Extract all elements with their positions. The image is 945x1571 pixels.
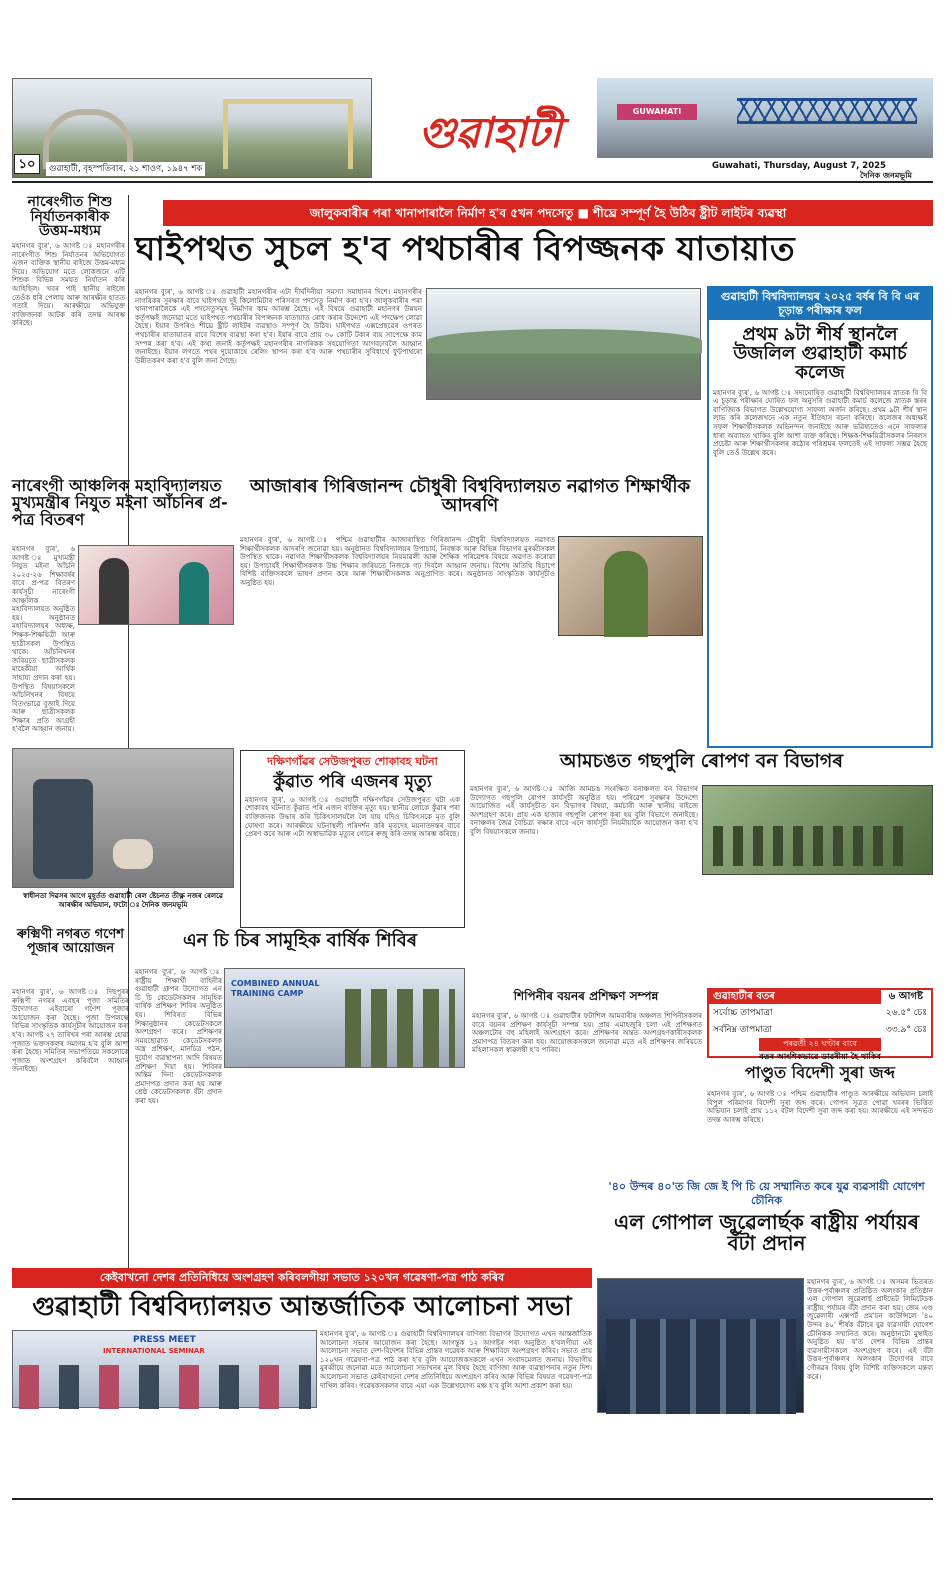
person-figure-1 <box>99 558 129 624</box>
tree-body-cont <box>702 878 933 988</box>
date-right: Guwahati, Thursday, August 7, 2025 <box>712 161 886 171</box>
weather-date: ৬ আগষ্ট <box>881 990 931 1004</box>
weather-box <box>707 988 933 1061</box>
story1-headline: নাৰেংগীত শিশু নিৰ্যাতনকাৰীক উত্তম-মধ্যম <box>27 194 113 240</box>
uni-result-kicker: গুৱাহাটী বিশ্ববিদ্যালয়ৰ ২০২৫ বৰ্ষৰ বি বি এৰ চূড়ান্ত পৰীক্ষাৰ ফল <box>709 288 931 320</box>
story2-photo <box>78 545 234 625</box>
officer-figures <box>33 779 93 879</box>
weather-max-label: সৰ্বোচ্চ তাপমাত্ৰা <box>713 1008 773 1018</box>
uni-result-body: মহানগৰ ব্যুৰ', ৬ আগষ্ট ঃ সদ্যঘোষিত গুৱাহাটী বিশ্ববিদ্যালয়ৰ স্নাতক বি বি এ চূড়ান্ত পৰীক্ষাৰ ঘোষিত ফল অনুসৰি গুৱাহাটী কমাৰ্চ কলেজে স্নাতক স্তৰৰ বাণিজ্যিক বিভাগত উল্লেখযোগ্য সাফল্য অৰ্জন কৰিছে। প্ৰথম ৯টা শীৰ্ষ স্থান লাভ কৰি কলেজখনে এক নতুন ইতিহাস ৰচনা কৰিছে। কলেজৰ অধ্যক্ষই সফল শিক্ষাৰ্থীসকলক অভিনন্দন জনাইছে আৰু ভৱিষ্যতেও এনে সাফল্যৰ ধাৰা অব্যাহত থাকিব বুলি আশা ব্যক্ত কৰিছে। শিক্ষক-শিক্ষয়িত্ৰীসকলৰ নিৰলস প্ৰচেষ্টা আৰু শিক্ষাৰ্থীসকলৰ কঠোৰ পৰিশ্ৰমৰ ফলতেই এই সাফল্য সম্ভৱ হৈছে বুলি তেওঁ উল্লেখ কৰে। <box>713 388 927 457</box>
seminar-photo <box>12 1330 317 1408</box>
gate-pillars <box>223 99 353 169</box>
weather-header-row <box>709 990 931 1004</box>
seminar-photo-label: PRESS MEET <box>133 1335 196 1345</box>
uni-result-headline: প্ৰথম ৯টা শীৰ্ষ স্থানলৈ উজলিল গুৱাহাটী কমাৰ্চ কলেজ <box>733 324 907 383</box>
story2-body-cont <box>12 628 234 738</box>
weather-max-row <box>709 1004 931 1021</box>
weather-min-row <box>709 1021 931 1038</box>
ncc-headline: এন চি চিৰ সামূহিক বাৰ্ষিক শিবিৰ <box>183 930 417 951</box>
award-headline: এল গোপাল জুৱেলাৰ্ছক ৰাষ্ট্ৰীয় পৰ্যায়ৰ বঁটা প্ৰদান <box>614 1210 919 1255</box>
award-stage-figures <box>606 1319 796 1414</box>
sad-news-box <box>240 750 465 928</box>
univ-photo <box>558 536 703 636</box>
univ-body-cont <box>558 640 703 746</box>
tree-photo <box>702 785 933 875</box>
masthead-title: গুৱাহাটী <box>418 108 562 157</box>
hills-shape <box>427 329 702 353</box>
weather-forecast: বতৰ আংশিকভাৱে ডাৱৰীয়া হৈ থাকিব <box>759 1052 881 1061</box>
tree-body: মহানগৰ ব্যুৰ', ৬ আগষ্ট ঃ আজি আমচঙ সংৰক্ষিত বনাঞ্চলত বন বিভাগৰ উদ্যোগত গছপুলি ৰোপণ কাৰ্যসূচী অনুষ্ঠিত হয়। পৰিৱেশ সুৰক্ষাৰ উদ্দেশ্যে আয়োজিত এই কাৰ্যসূচীত বন বিভাগৰ বিষয়া, কৰ্মচাৰী আৰু স্থানীয় ৰাইজে অংশগ্ৰহণ কৰে। প্ৰায় এক হাজাৰ গছপুলি ৰোপণ কৰা হয় বুলি বিভাগে জনাইছে। বনাঞ্চলৰ জৈৱ বৈচিত্ৰ্য ৰক্ষাৰ বাবে এনে কাৰ্যসূচী নিয়মীয়াকৈ আয়োজন কৰা হ'ব বুলি বিষয়াসকলে জনায়। <box>470 785 698 836</box>
sad-body: মহানগৰ ব্যুৰ', ৬ আগষ্ট ঃ গুৱাহাটী দক্ষিণগাঁৱৰ সেউজপুৰত ঘটা এক শোকাবহ ঘটনাত কুঁৱাত পৰি এজন ব্যক্তিৰ মৃত্যু হয়। স্থানীয় লোকে কুঁৱাৰ পৰা ব্যক্তিজনক উদ্ধাৰ কৰি চিকিৎসালয়লৈ লৈ যায় যদিও চিকিৎসকে মৃত বুলি ঘোষণা কৰে। আৰক্ষীয়ে ঘটনাস্থলী পৰিদৰ্শন কৰি মৃতদেহ ময়নাতদন্তৰ বাবে প্ৰেৰণ কৰে আৰু এটা অস্বাভাৱিক মৃত্যুৰ গোচৰ ৰুজু কৰি তদন্ত আৰম্ভ কৰিছে। <box>245 795 460 839</box>
tree-headline: আমচঙত গছপুলি ৰোপণ বন বিভাগৰ <box>559 750 844 772</box>
weather-next-label: পৰৱৰ্তী ২৪ ঘণ্টাৰ বাবে <box>759 1038 881 1051</box>
award-body: মহানগৰ ব্যুৰ', ৬ আগষ্ট ঃ অসমৰ ভিতৰত উত্তৰ-পূৰ্বাঞ্চলৰ প্ৰতিষ্ঠিত অলংকাৰ প্ৰতিষ্ঠান এল গোপাল জুৱেলাৰ্ছ প্ৰাইভেট লিমিটেডক ৰাষ্ট্ৰীয় পৰ্যায়ৰ বঁটা প্ৰদান কৰা হয়। জেম এণ্ড জুৱেলাৰী এক্সপৰ্ট প্ৰম'চন কাউন্সিলে '৪০ উন্দৰ ৪০' শীৰ্ষক বঁটাৰে যুৱ ব্যৱসায়ী যোগেশ চৌনিকক সম্মানিত কৰে। অনুষ্ঠানটো মুম্বাইত অনুষ্ঠিত হয় য'ত দেশৰ বিভিন্ন প্ৰান্তৰ ব্যৱসায়ীসকলে অংশগ্ৰহণ কৰে। এই বঁটা উত্তৰ-পূৰ্বাঞ্চলৰ অলংকাৰ উদ্যোগৰ বাবে গৌৰৱৰ বিষয় বুলি বিশিষ্ট ব্যক্তিসকলে মন্তব্য কৰে। <box>807 1278 933 1381</box>
cadet-figures <box>345 989 455 1067</box>
award-kicker: '৪০ উন্দৰ ৪০'ত জি জে ই পি চি য়ে সম্মানিত কৰে যুৱ ব্যৱসায়ী যোগেশ চৌনিক <box>608 1180 925 1207</box>
bottom-rule <box>12 1498 933 1500</box>
masthead-photo-right <box>597 78 933 158</box>
award-body-cont <box>597 1416 804 1493</box>
bridge-truss <box>737 98 917 124</box>
red-banner: জালুকবাৰীৰ পৰা খানাপাৰালৈ নিৰ্মাণ হ'ব ৫খন পদসেতু ■ শীঘ্ৰে সম্পূৰ্ণ হৈ উঠিব ষ্ট্ৰীট লাইটৰ ব্যৱস্থা <box>163 200 933 226</box>
seminar-banner: কেইবাখনো দেশৰ প্ৰতিনিধিয়ে অংশগ্ৰহণ কৰিবলগীয়া সভাত ১২০খন গৱেষণা-পত্ৰ পাঠ কৰিব <box>12 1268 592 1288</box>
univ-body: মহানগৰ ব্যুৰ', ৬ আগষ্ট ঃ পশ্চিম গুৱাহাটীৰ আজাৰাস্থিত গিৰিজানন্দ চৌধুৰী বিশ্ববিদ্যালয়ত নৱাগত শিক্ষাৰ্থীসকলক আদৰণি জনোৱা হয়। অনুষ্ঠানত বিশ্ববিদ্যালয়ৰ উপাচাৰ্য, নিবন্ধক আৰু বিভিন্ন বিভাগৰ মুৰব্বীসকল উপস্থিত থাকে। নৱাগত শিক্ষাৰ্থীসকলক বিশ্ববিদ্যালয়ৰ নিয়মাৱলী আৰু শৈক্ষিক পৰিৱেশৰ বিষয়ে অৱগত কৰোৱা হয়। উপাচাৰ্যই শিক্ষাৰ্থীসকলক উচ্চ শিক্ষাৰ জৰিয়তে নিজকে গঢ় দিবলৈ আহ্বান জনায়। বিশেষ অতিথি হিচাপে বিশিষ্ট ব্যক্তিসকলে ভাষণ প্ৰদান কৰে আৰু শিক্ষাৰ্থীসকলক অনুপ্ৰাণিত কৰে। অনুষ্ঠানত সাংস্কৃতিক কাৰ্যসূচীও অনুষ্ঠিত হয়। <box>240 536 555 587</box>
ncc-banner-text: COMBINED ANNUAL TRAINING CAMP <box>231 979 320 998</box>
student-figure <box>604 551 648 637</box>
story3-headline: ৰুক্মিণী নগৰত গণেশ পূজাৰ আয়োজন <box>17 927 124 956</box>
liquor-headline: পাণ্ডুত বিদেশী সুৰা জব্দ <box>745 1063 895 1082</box>
main-body-cont <box>426 404 701 466</box>
weather-min-value: ৩৩.৯° চেঃ <box>885 1025 927 1035</box>
weaving-body: মহানগৰ ব্যুৰ', ৬ আগষ্ট ঃ গুৱাহাটীৰ ফটাশিল আমবাৰীৰ অঞ্চলত শিপিনীসকলৰ বাবে বয়নৰ প্ৰশিক্ষণ কাৰ্যসূচী সম্পন্ন হয়। প্ৰায় এমাহজুৰি চলা এই প্ৰশিক্ষণত অঞ্চলটোৰ বহু মহিলাই অংশগ্ৰহণ কৰে। প্ৰশিক্ষণৰ অন্তত অংশগ্ৰহণকাৰীসকলক প্ৰমাণপত্ৰ বিতৰণ কৰা হয়। আয়োজকসকলে জনোৱা মতে এই প্ৰশিক্ষণৰ জৰিয়তে মহিলাসকল স্বাৱলম্বী হ'ব পাৰিব। <box>472 1012 702 1055</box>
seminar-headline: গুৱাহাটী বিশ্ববিদ্যালয়ত আন্তৰ্জাতিক আলোচনা সভা <box>32 1292 572 1322</box>
story3-body: মহানগৰ ব্যুৰ', ৬ আগষ্ট ঃ দিছপুৰৰ ৰুক্মিণী নগৰৰ এবছৰ পূজা সমিতিৰ উদ্যোগত এইবাৰো গণেশ পূজাৰ আয়োজন কৰা হৈছে। পূজা উপলক্ষে বিভিন্ন সাংস্কৃতিক কাৰ্যসূচীৰ আয়োজন কৰা হ'ব। আগষ্ট ২৭ তাৰিখৰ পৰা আৰম্ভ হোৱা পূজাত ভক্তসকলৰ সমাগম হ'ব বুলি আশা কৰা হৈছে। সমিতিৰ সভাপতিয়ে সকলোকে পূজাত অংশগ্ৰহণ কৰিবলৈ আহ্বান জনাইছে। <box>12 988 129 1074</box>
sad-headline: কুঁৱাত পৰি এজনৰ মৃত্যু <box>273 772 432 792</box>
forest-staff-group <box>713 826 913 866</box>
award-photo <box>597 1278 804 1413</box>
univ-headline: আজাৰাৰ গিৰিজানন্দ চৌধুৰী বিশ্ববিদ্যালয়ত নৱাগত শিক্ষাৰ্থীক আদৰণি <box>249 476 691 516</box>
main-body: মহানগৰ ব্যুৰ', ৬ আগষ্ট ঃ গুৱাহাটী মহানগৰীৰ এটা দীৰ্ঘদিনীয়া সমস্যা সমাধানৰ দিশে। মহানগৰীৰ নাগৰিকৰ সুৰক্ষাৰ বাবে ঘাইপথত দুই কিলোমিটাৰ পৰিসৰত পদসেতু নিৰ্মাণ কৰা হ'ব। জালুকবাৰীৰ পৰা খানাপাৰালৈকে এই পদসেতুসমূহ নিৰ্মাণৰ কাম আৰম্ভ হৈছে। এই বিষয়ে গুৱাহাটী মহানগৰ উন্নয়ন কৰ্তৃপক্ষই জনোৱা মতে ঘাইপথত পথচাৰীৰ বিপজ্জনক যাতায়াত ৰোধ কৰাৰ উদ্দেশ্যে এই পদক্ষেপ লোৱা হৈছে। ইয়াৰ উপৰিও শীঘ্ৰে ষ্ট্ৰীট লাইটৰ ব্যৱস্থাও সম্পূৰ্ণ হৈ উঠিব। ঘাইপথত এক্সপ্ৰেছৱেৰ ওপৰত পথচাৰীৰ যাতায়াতৰ বাবে বিশেষ ব্যৱস্থা কৰা হ'ব। ইয়াৰ বাবে প্ৰায় ৩০ কোটি টকাৰ ব্যয় সাপেক্ষে কাম সম্পন্ন কৰা হ'ব। এই কথা জনাই কৰ্তৃপক্ষই মহানগৰীৰ নাগৰিকক সহযোগিতা আগবঢ়াবলৈ আহ্বান জনাইছে। ইয়াৰ লগতে পথৰ দুয়োকাষে ৰেলিং স্থাপন কৰা হ'ব আৰু পথচাৰীৰ সুবিধাৰ্থে ফুটপাথৰো উন্নীতকৰণ কৰা হ'ব বুলি জনা গৈছে। <box>135 288 422 365</box>
weather-min-label: সৰ্বনিম্ন তাপমাত্ৰা <box>713 1025 773 1035</box>
sad-kicker: দক্ষিণগাঁৱৰ সেউজপুৰত শোকাবহ ঘটনা <box>267 755 438 768</box>
weaving-headline: শিপিনীৰ বয়নৰ প্ৰশিক্ষণ সম্পন্ন <box>513 989 659 1003</box>
main-road-photo <box>426 288 701 400</box>
main-headline: ঘাইপথত সুচল হ'ব পথচাৰীৰ বিপজ্জনক যাতায়াত <box>135 229 796 268</box>
liquor-body: মহানগৰ ব্যুৰ', ৬ আগষ্ট ঃ পশ্চিম গুৱাহাটীৰ পাণ্ডুত আৰক্ষীয়ে অভিযান চলাই বিপুল পৰিমাণৰ বিদেশী সুৰা জব্দ কৰে। গোপন সূত্ৰত পোৱা খবৰৰ ভিত্তিত অভিযান চলাই প্ৰায় ১১২ বটল বিদেশী সুৰা জব্দ কৰা হয়। আৰক্ষীয়ে এই সন্দৰ্ভত তদন্ত আৰম্ভ কৰিছে। <box>707 1090 933 1124</box>
person-figure-2 <box>179 562 209 624</box>
seminar-photo-label2: INTERNATIONAL SEMINAR <box>103 1347 205 1355</box>
seminar-body: মহানগৰ ব্যুৰ', ৬ আগষ্ট ঃ গুৱাহাটী বিশ্ববিদ্যালয়ৰ বাণিজ্য বিভাগৰ উদ্যোগত এখন আন্তৰ্জাতিক আলোচনা সভাৰ আয়োজন কৰা হৈছে। আগন্তুক ১২ আগষ্টৰ পৰা অনুষ্ঠিত হ'বলগীয়া এই আলোচনা সভাত দেশ-বিদেশৰ বিভিন্ন প্ৰান্তৰ গৱেষক আৰু শিক্ষাবিদে অংশগ্ৰহণ কৰিব। সভাত প্ৰায় ১২০খন গৱেষণা-পত্ৰ পাঠ কৰা হ'ব বুলি আয়োজকসকলে এখন সংবাদমেলত জনায়। বিভাগীয় মুৰব্বীয়ে জনোৱা মতে আলোচনা সভাখনৰ মূল বিষয় হৈছে বাণিজ্য আৰু ব্যৱস্থাপনাৰ নতুন দিশ। আলোচনা সভাত কেইবাখনো দেশৰ প্ৰতিনিধিয়ে অংশগ্ৰহণ কৰিব আৰু বিভিন্ন বিষয়ত গৱেষণা-পত্ৰ দাখিল কৰিব। গৱেষকসকলৰ বাবে এয়া এক উল্লেখযোগ্য মঞ্চ হ'ব বুলি আশা প্ৰকাশ কৰা হয়। <box>320 1330 592 1390</box>
ncc-body: মহানগৰ ব্যুৰ', ৬ আগষ্ট ঃ ৰাষ্ট্ৰীয় শিক্ষাৰ্থী বাহিনীৰ গুৱাহাটী গ্ৰুপৰ উদ্যোগত এন চি চি কেডেটসকলৰ সামূহিক বাৰ্ষিক প্ৰশিক্ষণ শিবিৰ অনুষ্ঠিত হয়। শিবিৰত বিভিন্ন শিক্ষানুষ্ঠানৰ কেডেটসকলে অংশগ্ৰহণ কৰে। প্ৰশিক্ষণৰ সময়ছোৱাত কেডেটসকলক অস্ত্ৰ প্ৰশিক্ষণ, মানচিত্ৰ পঠন, দুৰ্যোগ ব্যৱস্থাপনা আদি বিষয়ত প্ৰশিক্ষণ দিয়া হয়। শিবিৰৰ অন্তিম দিনা কেডেটসকলক প্ৰমাণপত্ৰ প্ৰদান কৰা হয় আৰু শ্ৰেষ্ঠ কেডেটসকলক বঁটা প্ৰদান কৰা হয়। <box>135 968 222 1105</box>
paper-name: দৈনিক জনমভূমি <box>860 171 912 180</box>
gate-arch <box>43 109 133 169</box>
page-number: ১০ <box>14 154 40 174</box>
sign-board: GUWAHATI <box>617 104 697 120</box>
story1-body: মহানগৰ ব্যুৰ', ৬ আগষ্ট ঃ মহানগৰীৰ নাৰেংগীত শিশু নিৰ্যাতনৰ অভিযোগত এজন ব্যক্তিক স্থানীয় ৰাইজে উত্তম-মধ্যম দিয়ে। অভিযোগ মতে লোকজনে এটি শিশুক বিভিন্ন সময়ত নিৰ্যাতন কৰি আহিছিল। খবৰ পাই স্থানীয় ৰাইজে তেওঁক ধৰি পেলায় আৰু আৰক্ষীৰ হাতত গতাই দিয়ে। আৰক্ষীয়ে অভিযুক্ত ব্যক্তিজনক আটক কৰি তদন্ত আৰম্ভ কৰিছে। <box>12 242 125 328</box>
story2-headline: নাৰেংগী আঞ্চলিক মহাবিদ্যালয়ত মুখ্যমন্ত্ৰীৰ নিযুত মইনা আঁচনিৰ প্ৰ-পত্ৰ বিতৰণ <box>12 476 228 529</box>
weather-max-value: ২৬.৫° চেঃ <box>885 1008 927 1018</box>
railway-police-photo <box>12 748 234 888</box>
seminar-body-cont <box>12 1412 317 1493</box>
ncc-photo <box>224 968 465 1068</box>
masthead <box>12 78 933 183</box>
ncc-body-cont <box>135 1072 465 1260</box>
railway-photo-caption: স্বাধীনতা দিৱসৰ আগে মুহূৰ্তত গুৱাহাটী ৰেল ষ্টেচনত তীক্ষ্ণ নজৰ ৰেলৱে আৰক্ষীৰ অভিযান, ফটো ঃ দৈনিক জনমভূমি <box>22 892 224 909</box>
panel-figures <box>19 1365 311 1409</box>
weather-title: গুৱাহাটীৰ বতৰ <box>713 991 775 1002</box>
dog-figure <box>113 839 153 869</box>
date-left: গুৱাহাটী, বৃহস্পতিবাৰ, ২১ শাওণ, ১৯৪৭ শক <box>46 162 205 176</box>
story2-body: মহানগৰ ব্যুৰ', ৬ আগষ্ট ঃ মুখ্যমন্ত্ৰী নিযুত মইনা আঁচনি ২০২৫-২৬ শিক্ষাবৰ্ষৰ বাবে প্ৰ-পত্ৰ বিতৰণ কাৰ্যসূচী নাৰেংগী আঞ্চলিক মহাবিদ্যালয়ত অনুষ্ঠিত হয়। অনুষ্ঠানত মহাবিদ্যালয়ৰ অধ্যক্ষ, শিক্ষক-শিক্ষয়িত্ৰী আৰু ছাত্ৰীসকল উপস্থিত থাকে। আঁচনিখনৰ জৰিয়তে ছাত্ৰীসকলক মাহেকীয়া আৰ্থিক সাহায্য প্ৰদান কৰা হয়। উপস্থিত বিষয়াসকলে আঁচনিখনৰ বিষয়ে বিতংভাৱে বুজাই দিয়ে আৰু ছাত্ৰীসকলক শিক্ষাৰ প্ৰতি আগ্ৰহী হ'বলৈ আহ্বান জনায়। <box>12 545 75 734</box>
uni-result-box <box>707 286 933 748</box>
